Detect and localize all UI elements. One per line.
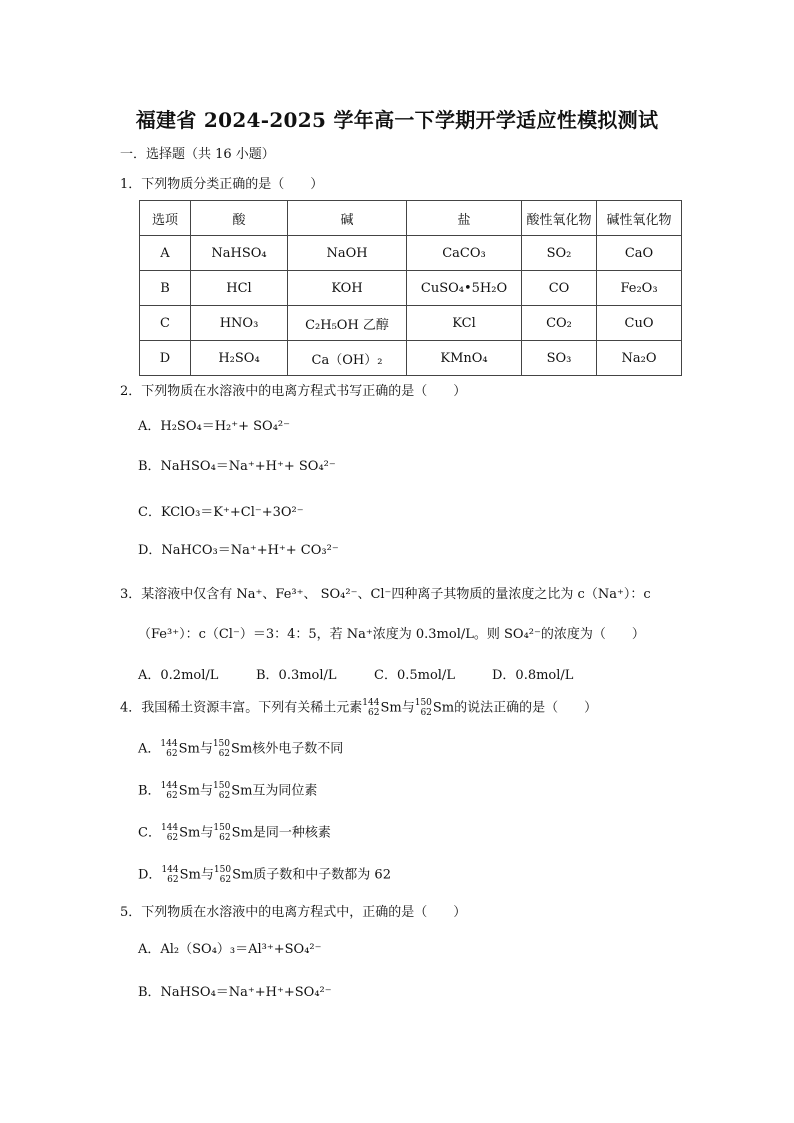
table-row: [140, 341, 682, 376]
mass-number: 144: [161, 865, 179, 875]
q3-option-a: A．0.2mol/L: [138, 668, 219, 683]
mass-number: 150: [213, 781, 231, 791]
isotope-notation: [160, 739, 177, 759]
option-text: 质子数和中子数都为 62: [253, 867, 391, 883]
table-cell: KMnO₄: [407, 341, 522, 376]
q5-stem: 5．下列物质在水溶液中的电离方程式中，正确的是（ ）: [120, 905, 467, 920]
mass-number: 144: [160, 823, 179, 833]
table-row: [140, 306, 682, 341]
element-symbol: Sm: [231, 783, 253, 799]
mass-number: 144: [362, 698, 380, 708]
table-cell: C₂H₅OH 乙醇: [288, 306, 407, 341]
table-cell: D: [140, 341, 191, 376]
mass-number: 150: [414, 698, 432, 708]
isotope-notation: [161, 865, 178, 885]
element-symbol: Sm: [178, 741, 200, 757]
connector-text: 与: [199, 741, 213, 757]
table-cell: CO₂: [522, 306, 597, 341]
table-cell: NaHSO₄: [191, 236, 288, 271]
atomic-number: 62: [219, 875, 232, 885]
table-cell: C: [140, 306, 191, 341]
option-text: 是同一种核素: [252, 825, 331, 841]
isotope-notation: [214, 865, 231, 885]
table-cell: SO₂: [522, 236, 597, 271]
element-symbol: Sm: [432, 700, 455, 716]
element-symbol: Sm: [380, 700, 402, 716]
q2-option-c: C．KClO₃＝K⁺+Cl⁻+3O²⁻: [138, 505, 304, 520]
q3-stem-line2: （Fe³⁺）：c（Cl⁻）＝3：4：5，若 Na⁺浓度为 0.3mol/L。则 SO₄²⁻的浓度为（ ）: [138, 627, 645, 642]
isotope-notation: [213, 823, 230, 843]
q2-option-d: D．NaHCO₃＝Na⁺+H⁺+ CO₃²⁻: [138, 543, 339, 558]
mass-number: 150: [212, 739, 231, 749]
table-cell: CuSO₄•5H₂O: [407, 271, 522, 306]
page-title: 福建省 2024-2025 学年高一下学期开学适应性模拟测试: [135, 108, 659, 132]
q4-option-b: [138, 781, 317, 801]
q2-option-a: A．H₂SO₄＝H₂⁺+ SO₄²⁻: [138, 419, 290, 434]
isotope-notation: [213, 739, 230, 759]
option-letter: C．: [138, 825, 161, 841]
element-symbol: Sm: [231, 825, 253, 841]
q1-classification-table: [139, 200, 682, 376]
connector-text: 与: [199, 783, 213, 799]
mass-number: 150: [213, 823, 231, 833]
q3-options: [138, 664, 658, 683]
q4-option-d: [138, 865, 391, 885]
q4-stem-pre: 4．我国稀土资源丰富。下列有关稀土元素: [120, 700, 363, 716]
element-symbol: Sm: [178, 783, 200, 799]
element-symbol: Sm: [179, 825, 201, 841]
mass-number: 150: [213, 865, 232, 875]
table-cell: CuO: [597, 306, 682, 341]
q3-option-d: D．0.8mol/L: [492, 668, 574, 683]
option-letter: D．: [138, 867, 162, 883]
table-cell: CaCO₃: [407, 236, 522, 271]
connector-text: 与: [200, 867, 214, 883]
isotope-notation: [161, 781, 178, 801]
q3-option-c: C．0.5mol/L: [374, 668, 455, 683]
table-cell: CO: [522, 271, 597, 306]
atomic-number: 62: [219, 833, 231, 843]
mass-number: 144: [160, 781, 178, 791]
atomic-number: 62: [420, 708, 432, 718]
atomic-number: 62: [218, 749, 231, 759]
q3-stem-line1: 3．某溶液中仅含有 Na⁺、Fe³⁺、 SO₄²⁻、Cl⁻四种离子其物质的量浓度之比为 c（Na⁺）：c: [120, 587, 651, 602]
atomic-number: 62: [368, 708, 380, 718]
section-heading: 一．选择题（共 16 小题）: [120, 147, 275, 162]
table-cell: A: [140, 236, 191, 271]
table-cell: HNO₃: [191, 306, 288, 341]
table-cell: Ca（OH）₂: [288, 341, 407, 376]
table-cell: CaO: [597, 236, 682, 271]
q4-stem-post: 的说法正确的是（ ）: [454, 700, 598, 716]
q4-option-c: [138, 823, 331, 843]
atomic-number: 62: [166, 749, 178, 759]
table-cell: Na₂O: [597, 341, 682, 376]
isotope-notation: [362, 698, 379, 718]
atomic-number: 62: [167, 875, 179, 885]
table-cell: Fe₂O₃: [597, 271, 682, 306]
isotope-notation: [213, 781, 230, 801]
table-header-cell: 碱: [288, 201, 407, 236]
element-symbol: Sm: [232, 867, 254, 883]
table-row: [140, 271, 682, 306]
q2-option-b: B．NaHSO₄＝Na⁺+H⁺+ SO₄²⁻: [138, 459, 336, 474]
q1-stem: 1．下列物质分类正确的是（ ）: [120, 177, 324, 192]
atomic-number: 62: [166, 791, 178, 801]
table-cell: HCl: [191, 271, 288, 306]
atomic-number: 62: [166, 833, 179, 843]
table-row: [140, 236, 682, 271]
isotope-notation: [415, 698, 432, 718]
option-letter: A．: [138, 741, 161, 757]
q4-stem: [120, 698, 597, 718]
connector-text: 与: [200, 825, 214, 841]
table-cell: KOH: [288, 271, 407, 306]
q4-option-a: [138, 739, 343, 759]
table-header-cell: 酸: [191, 201, 288, 236]
q2-stem: 2．下列物质在水溶液中的电离方程式书写正确的是（ ）: [120, 384, 467, 399]
element-symbol: Sm: [231, 741, 253, 757]
table-header-cell: 碱性氧化物: [597, 201, 682, 236]
option-letter: B．: [138, 783, 161, 799]
table-header-cell: 选项: [140, 201, 191, 236]
q5-option-a: A．Al₂（SO₄）₃＝Al³⁺+SO₄²⁻: [138, 942, 322, 957]
mass-number: 144: [160, 739, 178, 749]
q5-option-b: B．NaHSO₄＝Na⁺+H⁺+SO₄²⁻: [138, 985, 332, 1000]
table-cell: H₂SO₄: [191, 341, 288, 376]
q3-option-b: B．0.3mol/L: [256, 668, 337, 683]
element-symbol: Sm: [179, 867, 201, 883]
option-text: 互为同位素: [252, 783, 318, 799]
table-header-cell: 酸性氧化物: [522, 201, 597, 236]
table-cell: NaOH: [288, 236, 407, 271]
table-header-cell: 盐: [407, 201, 522, 236]
table-header-row: [140, 201, 682, 236]
option-text: 核外电子数不同: [252, 741, 344, 757]
table-cell: KCl: [407, 306, 522, 341]
atomic-number: 62: [218, 791, 231, 801]
table-cell: B: [140, 271, 191, 306]
q4-stem-mid: 与: [401, 700, 415, 716]
table-cell: SO₃: [522, 341, 597, 376]
isotope-notation: [161, 823, 178, 843]
